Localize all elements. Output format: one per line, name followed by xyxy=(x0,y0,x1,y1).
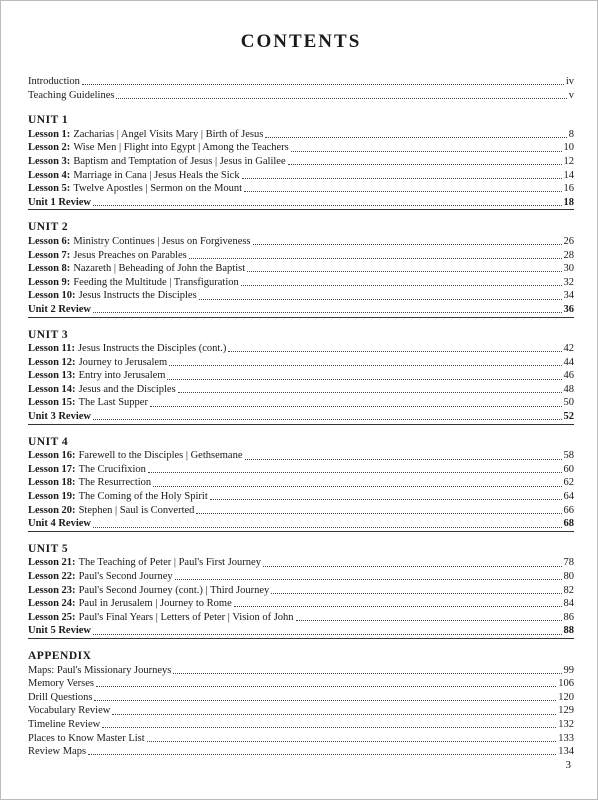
lesson-title: The Coming of the Holy Spirit xyxy=(78,491,208,503)
leader-dots xyxy=(150,406,562,407)
lesson-entry[interactable] xyxy=(28,504,574,518)
lesson-number: Lesson 9: xyxy=(28,276,71,288)
unit-heading: UNIT 5 xyxy=(28,542,69,555)
lesson-entry[interactable] xyxy=(28,249,574,263)
lesson-page: 60 xyxy=(563,463,574,475)
lesson-page: 32 xyxy=(563,276,574,288)
lesson-page: 82 xyxy=(563,584,574,596)
lesson-entry[interactable] xyxy=(28,182,574,196)
lesson-number: Lesson 19: xyxy=(28,491,76,503)
lesson-number: Lesson 20: xyxy=(28,504,76,516)
leader-dots xyxy=(244,191,561,192)
lesson-label xyxy=(28,556,261,570)
contents-page xyxy=(28,31,574,770)
lesson-title: Entry into Jerusalem xyxy=(78,370,166,382)
lesson-entry[interactable] xyxy=(28,570,574,584)
toc-entry-label: Teaching Guidelines xyxy=(28,89,115,101)
lesson-title: The Crucifixion xyxy=(78,463,146,475)
lesson-page: 16 xyxy=(563,183,574,195)
lesson-number: Lesson 8: xyxy=(28,263,71,275)
lesson-label xyxy=(28,396,148,410)
lesson-title: Paul's Final Years | Letters of Peter | Vision of John xyxy=(78,611,294,623)
leader-dots xyxy=(189,258,562,259)
lesson-title: Paul's Second Journey xyxy=(78,571,173,582)
leader-dots xyxy=(242,178,562,179)
lesson-label xyxy=(28,141,289,155)
unit-review-entry[interactable] xyxy=(28,410,574,425)
lesson-entry[interactable] xyxy=(28,342,574,356)
lesson-number: Lesson 14: xyxy=(28,383,76,395)
leader-dots xyxy=(112,714,556,715)
lesson-entry[interactable] xyxy=(28,556,574,570)
leader-dots xyxy=(288,164,562,165)
lesson-page: 62 xyxy=(563,477,574,489)
lesson-page: 66 xyxy=(563,504,574,516)
lesson-label xyxy=(28,356,167,370)
page-title: CONTENTS xyxy=(240,31,362,52)
appendix-entry-label: Timeline Review xyxy=(28,718,101,730)
leader-dots xyxy=(93,634,562,635)
lesson-title: Marriage in Cana | Jesus Heals the Sick xyxy=(73,169,240,181)
lesson-entry[interactable] xyxy=(28,463,574,477)
lesson-title: Paul's Second Journey (cont.) | Third Journey xyxy=(78,584,270,596)
leader-dots xyxy=(291,151,562,152)
lesson-label xyxy=(28,476,151,490)
unit-review-label: Unit 3 Review xyxy=(28,411,91,423)
lesson-label xyxy=(28,449,243,463)
leader-dots xyxy=(169,365,561,366)
lesson-title: Jesus Instructs the Disciples xyxy=(78,290,197,302)
leader-dots xyxy=(271,593,561,594)
lesson-entry[interactable] xyxy=(28,155,574,169)
appendix-entry[interactable] xyxy=(28,732,574,746)
unit-review-label: Unit 4 Review xyxy=(28,518,91,530)
unit-review-page: 18 xyxy=(563,196,574,208)
lesson-page: 26 xyxy=(563,235,574,247)
leader-dots xyxy=(93,419,562,420)
appendix-entry[interactable] xyxy=(28,718,574,732)
lesson-entry[interactable] xyxy=(28,449,574,463)
leader-dots xyxy=(116,98,566,99)
lesson-page: 86 xyxy=(563,611,574,623)
lesson-page: 30 xyxy=(563,263,574,275)
appendix-entry-page: 99 xyxy=(563,664,574,676)
appendix-entry-page: 132 xyxy=(558,718,574,730)
lesson-label xyxy=(28,249,187,263)
lesson-title: Baptism and Temptation of Jesus | Jesus in Galilee xyxy=(73,155,286,167)
lesson-number: Lesson 24: xyxy=(28,598,76,610)
appendix-entry[interactable] xyxy=(28,745,574,759)
leader-dots xyxy=(173,673,561,674)
leader-dots xyxy=(93,527,562,528)
lesson-page: 34 xyxy=(563,290,574,302)
lesson-page: 64 xyxy=(563,491,574,503)
toc-entry[interactable] xyxy=(28,75,574,89)
unit-section xyxy=(28,329,574,425)
lesson-number: Lesson 17: xyxy=(28,463,76,475)
unit-review-label: Unit 5 Review xyxy=(28,625,91,637)
lesson-label xyxy=(28,504,194,518)
lesson-number: Lesson 10: xyxy=(28,290,76,302)
lesson-label xyxy=(28,289,197,303)
lesson-entry[interactable] xyxy=(28,276,574,290)
appendix-entry-label: Maps: Paul's Missionary Journeys xyxy=(28,664,172,676)
leader-dots xyxy=(96,686,556,687)
unit-heading: UNIT 4 xyxy=(28,435,69,448)
lesson-number: Lesson 4: xyxy=(28,169,71,181)
lesson-page: 78 xyxy=(563,557,574,569)
lesson-label xyxy=(28,584,269,598)
lesson-label xyxy=(28,369,165,383)
lesson-page: 8 xyxy=(568,128,574,140)
intro-section xyxy=(28,75,574,102)
lesson-title: Ministry Continues | Jesus on Forgiveness xyxy=(73,235,251,247)
lesson-number: Lesson 16: xyxy=(28,450,76,462)
lesson-number: Lesson 1: xyxy=(28,128,71,140)
lesson-entry[interactable] xyxy=(28,356,574,370)
lesson-title: Wise Men | Flight into Egypt | Among the Teachers xyxy=(73,142,289,154)
toc-entry-page: iv xyxy=(565,76,574,87)
lesson-page: 44 xyxy=(563,356,574,368)
lesson-entry[interactable] xyxy=(28,128,574,142)
unit-review-page: 88 xyxy=(563,625,574,637)
lesson-label xyxy=(28,490,208,504)
appendix-section xyxy=(28,650,574,759)
appendix-entry[interactable] xyxy=(28,704,574,718)
appendix-entry[interactable] xyxy=(28,664,574,678)
leader-dots xyxy=(210,499,562,500)
lesson-entry[interactable] xyxy=(28,369,574,383)
lesson-label xyxy=(28,235,251,249)
lesson-title: Twelve Apostles | Sermon on the Mount xyxy=(73,183,243,195)
lesson-label xyxy=(28,128,263,142)
leader-dots xyxy=(82,84,564,85)
leader-dots xyxy=(199,299,562,300)
lesson-title: Feeding the Multitude | Transfiguration xyxy=(73,276,239,288)
appendix-heading: APPENDIX xyxy=(28,649,92,662)
lesson-label xyxy=(28,262,245,276)
appendix-entry-page: 134 xyxy=(558,746,574,758)
leader-dots xyxy=(265,137,566,138)
page-number: 3 xyxy=(565,759,571,771)
lesson-title: The Teaching of Peter | Paul's First Journey xyxy=(78,557,261,569)
lesson-title: The Resurrection xyxy=(78,477,152,489)
lesson-label xyxy=(28,169,240,183)
lesson-entry[interactable] xyxy=(28,396,574,410)
lesson-number: Lesson 5: xyxy=(28,183,71,195)
toc-entry-label: Introduction xyxy=(28,76,80,87)
lesson-number: Lesson 22: xyxy=(28,571,76,582)
lesson-label xyxy=(28,611,294,625)
lesson-page: 48 xyxy=(563,383,574,395)
lesson-label xyxy=(28,182,242,196)
appendix-entry-label: Review Maps xyxy=(28,746,87,758)
leader-dots xyxy=(263,566,562,567)
lesson-page: 58 xyxy=(563,450,574,462)
leader-dots xyxy=(245,459,562,460)
leader-dots xyxy=(148,472,562,473)
unit-section xyxy=(28,436,574,532)
unit-section xyxy=(28,543,574,639)
unit-section xyxy=(28,221,574,317)
leader-dots xyxy=(175,579,562,580)
lesson-title: Jesus Instructs the Disciples (cont.) xyxy=(77,343,227,355)
lesson-title: Jesus and the Disciples xyxy=(78,383,176,395)
lesson-entry[interactable] xyxy=(28,597,574,611)
appendix-entry-label: Drill Questions xyxy=(28,691,93,703)
appendix-entry-page: 129 xyxy=(558,705,574,717)
lesson-number: Lesson 15: xyxy=(28,397,76,409)
lesson-label xyxy=(28,383,176,397)
leader-dots xyxy=(93,205,562,206)
lesson-number: Lesson 11: xyxy=(28,343,75,355)
lesson-number: Lesson 6: xyxy=(28,235,71,247)
unit-review-label: Unit 2 Review xyxy=(28,303,91,315)
lesson-number: Lesson 13: xyxy=(28,370,76,382)
lesson-entry[interactable] xyxy=(28,169,574,183)
lesson-entry[interactable] xyxy=(28,611,574,625)
lesson-label xyxy=(28,463,146,477)
unit-heading: UNIT 1 xyxy=(28,114,69,127)
lesson-page: 80 xyxy=(563,571,574,582)
appendix-entry-label: Vocabulary Review xyxy=(28,705,111,717)
lesson-label xyxy=(28,342,226,356)
leader-dots xyxy=(196,513,561,514)
appendix-items xyxy=(28,664,574,759)
lesson-number: Lesson 21: xyxy=(28,557,76,569)
leader-dots xyxy=(102,727,556,728)
unit-review-page: 68 xyxy=(563,518,574,530)
lesson-number: Lesson 7: xyxy=(28,249,71,261)
unit-review-entry[interactable] xyxy=(28,303,574,318)
appendix-entry-page: 133 xyxy=(558,732,574,744)
lesson-number: Lesson 2: xyxy=(28,142,71,154)
leader-dots xyxy=(234,606,562,607)
unit-review-entry[interactable] xyxy=(28,196,574,211)
lesson-title: The Last Supper xyxy=(78,397,148,409)
lesson-entry[interactable] xyxy=(28,383,574,397)
toc-entry-page: v xyxy=(568,89,574,101)
lesson-entry[interactable] xyxy=(28,476,574,490)
lesson-title: Zacharias | Angel Visits Mary | Birth of Jesus xyxy=(73,128,264,140)
lesson-entry[interactable] xyxy=(28,235,574,249)
lesson-number: Lesson 18: xyxy=(28,477,76,489)
leader-dots xyxy=(167,379,561,380)
leader-dots xyxy=(88,754,556,755)
leader-dots xyxy=(228,351,561,352)
unit-review-page: 52 xyxy=(563,411,574,423)
lesson-page: 50 xyxy=(563,397,574,409)
leader-dots xyxy=(253,244,562,245)
appendix-entry-label: Places to Know Master List xyxy=(28,732,145,744)
lesson-title: Farewell to the Disciples | Gethsemane xyxy=(78,450,243,462)
units-list xyxy=(28,114,574,639)
lesson-entry[interactable] xyxy=(28,262,574,276)
leader-dots xyxy=(153,486,561,487)
lesson-number: Lesson 23: xyxy=(28,584,76,596)
lesson-title: Stephen | Saul is Converted xyxy=(78,504,195,516)
unit-heading: UNIT 3 xyxy=(28,328,69,341)
lesson-label xyxy=(28,597,232,611)
lesson-title: Paul in Jerusalem | Journey to Rome xyxy=(78,598,232,610)
unit-review-page: 36 xyxy=(563,303,574,315)
lesson-title: Jesus Preaches on Parables xyxy=(73,249,187,261)
lesson-page: 10 xyxy=(563,142,574,154)
toc-entry[interactable] xyxy=(28,89,574,103)
lesson-entry[interactable] xyxy=(28,141,574,155)
appendix-entry[interactable] xyxy=(28,691,574,705)
lesson-page: 84 xyxy=(563,598,574,610)
lesson-title: Journey to Jerusalem xyxy=(78,356,168,368)
lesson-entry[interactable] xyxy=(28,289,574,303)
leader-dots xyxy=(93,312,562,313)
appendix-entry-page: 106 xyxy=(558,678,574,690)
lesson-label xyxy=(28,570,173,584)
lesson-page: 28 xyxy=(563,249,574,261)
leader-dots xyxy=(241,285,562,286)
lesson-page: 46 xyxy=(563,370,574,382)
lesson-number: Lesson 25: xyxy=(28,611,76,623)
leader-dots xyxy=(178,392,562,393)
lesson-page: 14 xyxy=(563,169,574,181)
unit-review-entry[interactable] xyxy=(28,517,574,532)
lesson-page: 12 xyxy=(563,155,574,167)
lesson-number: Lesson 12: xyxy=(28,356,76,368)
appendix-entry-label: Memory Verses xyxy=(28,678,95,690)
lesson-title: Nazareth | Beheading of John the Baptist xyxy=(73,263,246,275)
lesson-page: 42 xyxy=(563,343,574,355)
leader-dots xyxy=(94,700,556,701)
unit-section xyxy=(28,114,574,210)
unit-heading: UNIT 2 xyxy=(28,221,69,234)
unit-review-entry[interactable] xyxy=(28,624,574,639)
lesson-label xyxy=(28,276,239,290)
lesson-label xyxy=(28,155,286,169)
leader-dots xyxy=(247,271,561,272)
leader-dots xyxy=(296,620,562,621)
appendix-entry-page: 120 xyxy=(558,691,574,703)
lesson-number: Lesson 3: xyxy=(28,155,71,167)
unit-review-label: Unit 1 Review xyxy=(28,196,91,208)
lesson-entry[interactable] xyxy=(28,584,574,598)
leader-dots xyxy=(147,741,557,742)
lesson-entry[interactable] xyxy=(28,490,574,504)
appendix-entry[interactable] xyxy=(28,677,574,691)
